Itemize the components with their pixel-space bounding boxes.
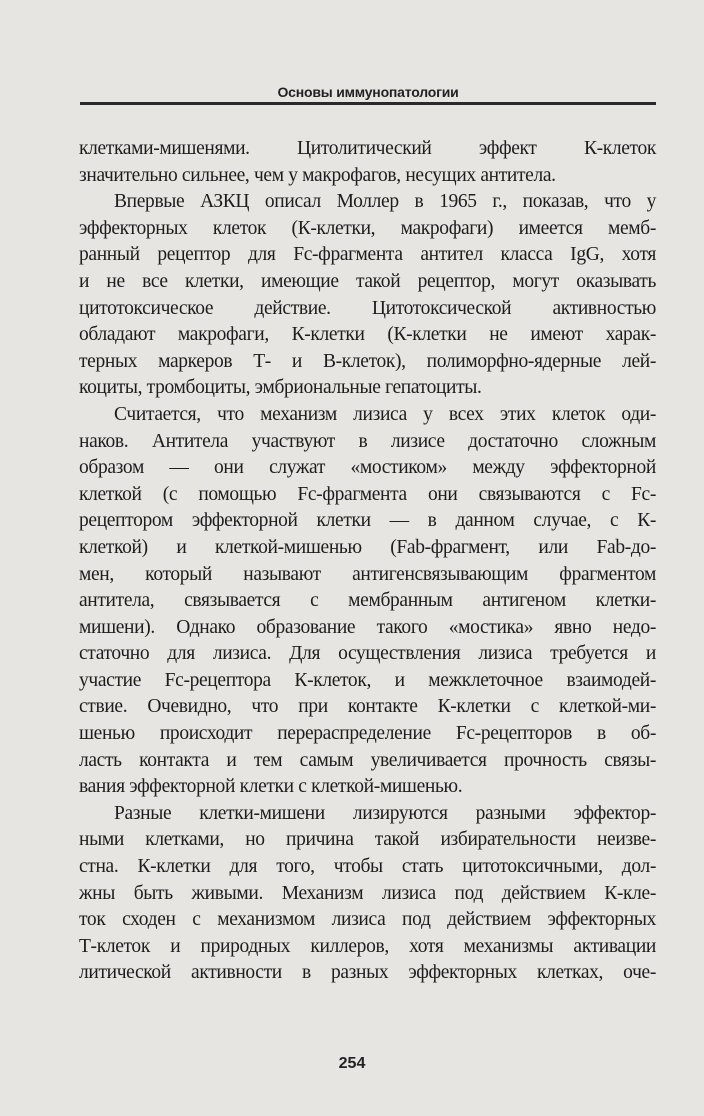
- text-line: литической активности в разных эффекторных клетках, оче-: [79, 962, 656, 984]
- running-head-title: Основы иммунопатологии: [277, 84, 459, 100]
- text-line: коциты, тромбоциты, эмбриональные гепатоциты.: [79, 377, 482, 399]
- text-line: ранный рецептор для Fc-фрагмента антител класса IgG, хотя: [79, 244, 656, 266]
- text-line: обладают макрофаги, К-клетки (К-клетки не имеют харак-: [79, 324, 656, 346]
- text-line: статочно для лизиса. Для осуществления лизиса требуется и: [79, 643, 656, 665]
- text-line: жны быть живыми. Механизм лизиса под действием К-кле-: [79, 882, 656, 904]
- text-line: участие Fc-рецептора К-клеток, и межклеточное взаимодей-: [79, 669, 656, 691]
- text-line: ствие. Очевидно, что при контакте К-клетки с клеткой-ми-: [79, 696, 656, 718]
- text-line: клетками-мишенями. Цитолитический эффект К-клеток: [79, 138, 656, 159]
- text-line: клеткой) и клеткой-мишенью (Fab-фрагмент, или Fab-до-: [79, 536, 656, 558]
- text-line: и не все клетки, имеющие такой рецептор, могут оказывать: [79, 270, 656, 292]
- text-line: вания эффекторной клетки с клеткой-мишенью.: [79, 776, 463, 798]
- text-line: мишени). Однако образование такого «мостика» явно недо-: [79, 616, 656, 638]
- text-line: клеткой (с помощью Fc-фрагмента они связываются с Fc-: [79, 483, 656, 505]
- text-line: наков. Антитела участвуют в лизисе достаточно сложным: [79, 430, 656, 452]
- text-line: Т-клеток и природных киллеров, хотя механизмы активации: [79, 935, 656, 957]
- running-head: [80, 80, 656, 106]
- text-line: Считается, что механизм лизиса у всех этих клеток оди-: [114, 403, 656, 425]
- text-line: стна. К-клетки для того, чтобы стать цитотоксичными, дол-: [79, 856, 656, 878]
- text-line: ными клетками, но причина такой избирательности неизве-: [79, 829, 656, 851]
- text-line: терных маркеров Т- и В-клеток), полиморфно-ядерные лей-: [79, 350, 656, 372]
- text-line: образом — они служат «мостиком» между эффекторной: [79, 457, 656, 479]
- text-line: эффекторных клеток (К-клетки, макрофаги) имеется мемб-: [79, 217, 656, 239]
- body-text: [79, 136, 656, 987]
- text-line: ласть контакта и тем самым увеличивается прочность связы-: [79, 749, 656, 771]
- text-line: антитела, связывается с мембранным антигеном клетки-: [79, 590, 656, 612]
- text-line: рецептором эффекторной клетки — в данном случае, с К-: [79, 510, 656, 532]
- text-line: значительно сильнее, чем у макрофагов, несущих антитела.: [79, 164, 556, 186]
- text-line: ток сходен с механизмом лизиса под действием эффекторных: [79, 909, 656, 931]
- text-line: Впервые АЗКЦ описал Моллер в 1965 г., показав, что у: [114, 191, 656, 213]
- running-head-rule: [80, 102, 656, 105]
- text-line: мен, который называют антигенсвязывающим фрагментом: [79, 563, 656, 585]
- text-line: шенью происходит перераспределение Fc-рецепторов в об-: [79, 723, 656, 745]
- text-line: цитотоксическое действие. Цитотоксической активностью: [79, 297, 656, 319]
- text-line: Разные клетки-мишени лизируются разными эффектор-: [114, 802, 656, 824]
- page-number: 254: [338, 1055, 366, 1072]
